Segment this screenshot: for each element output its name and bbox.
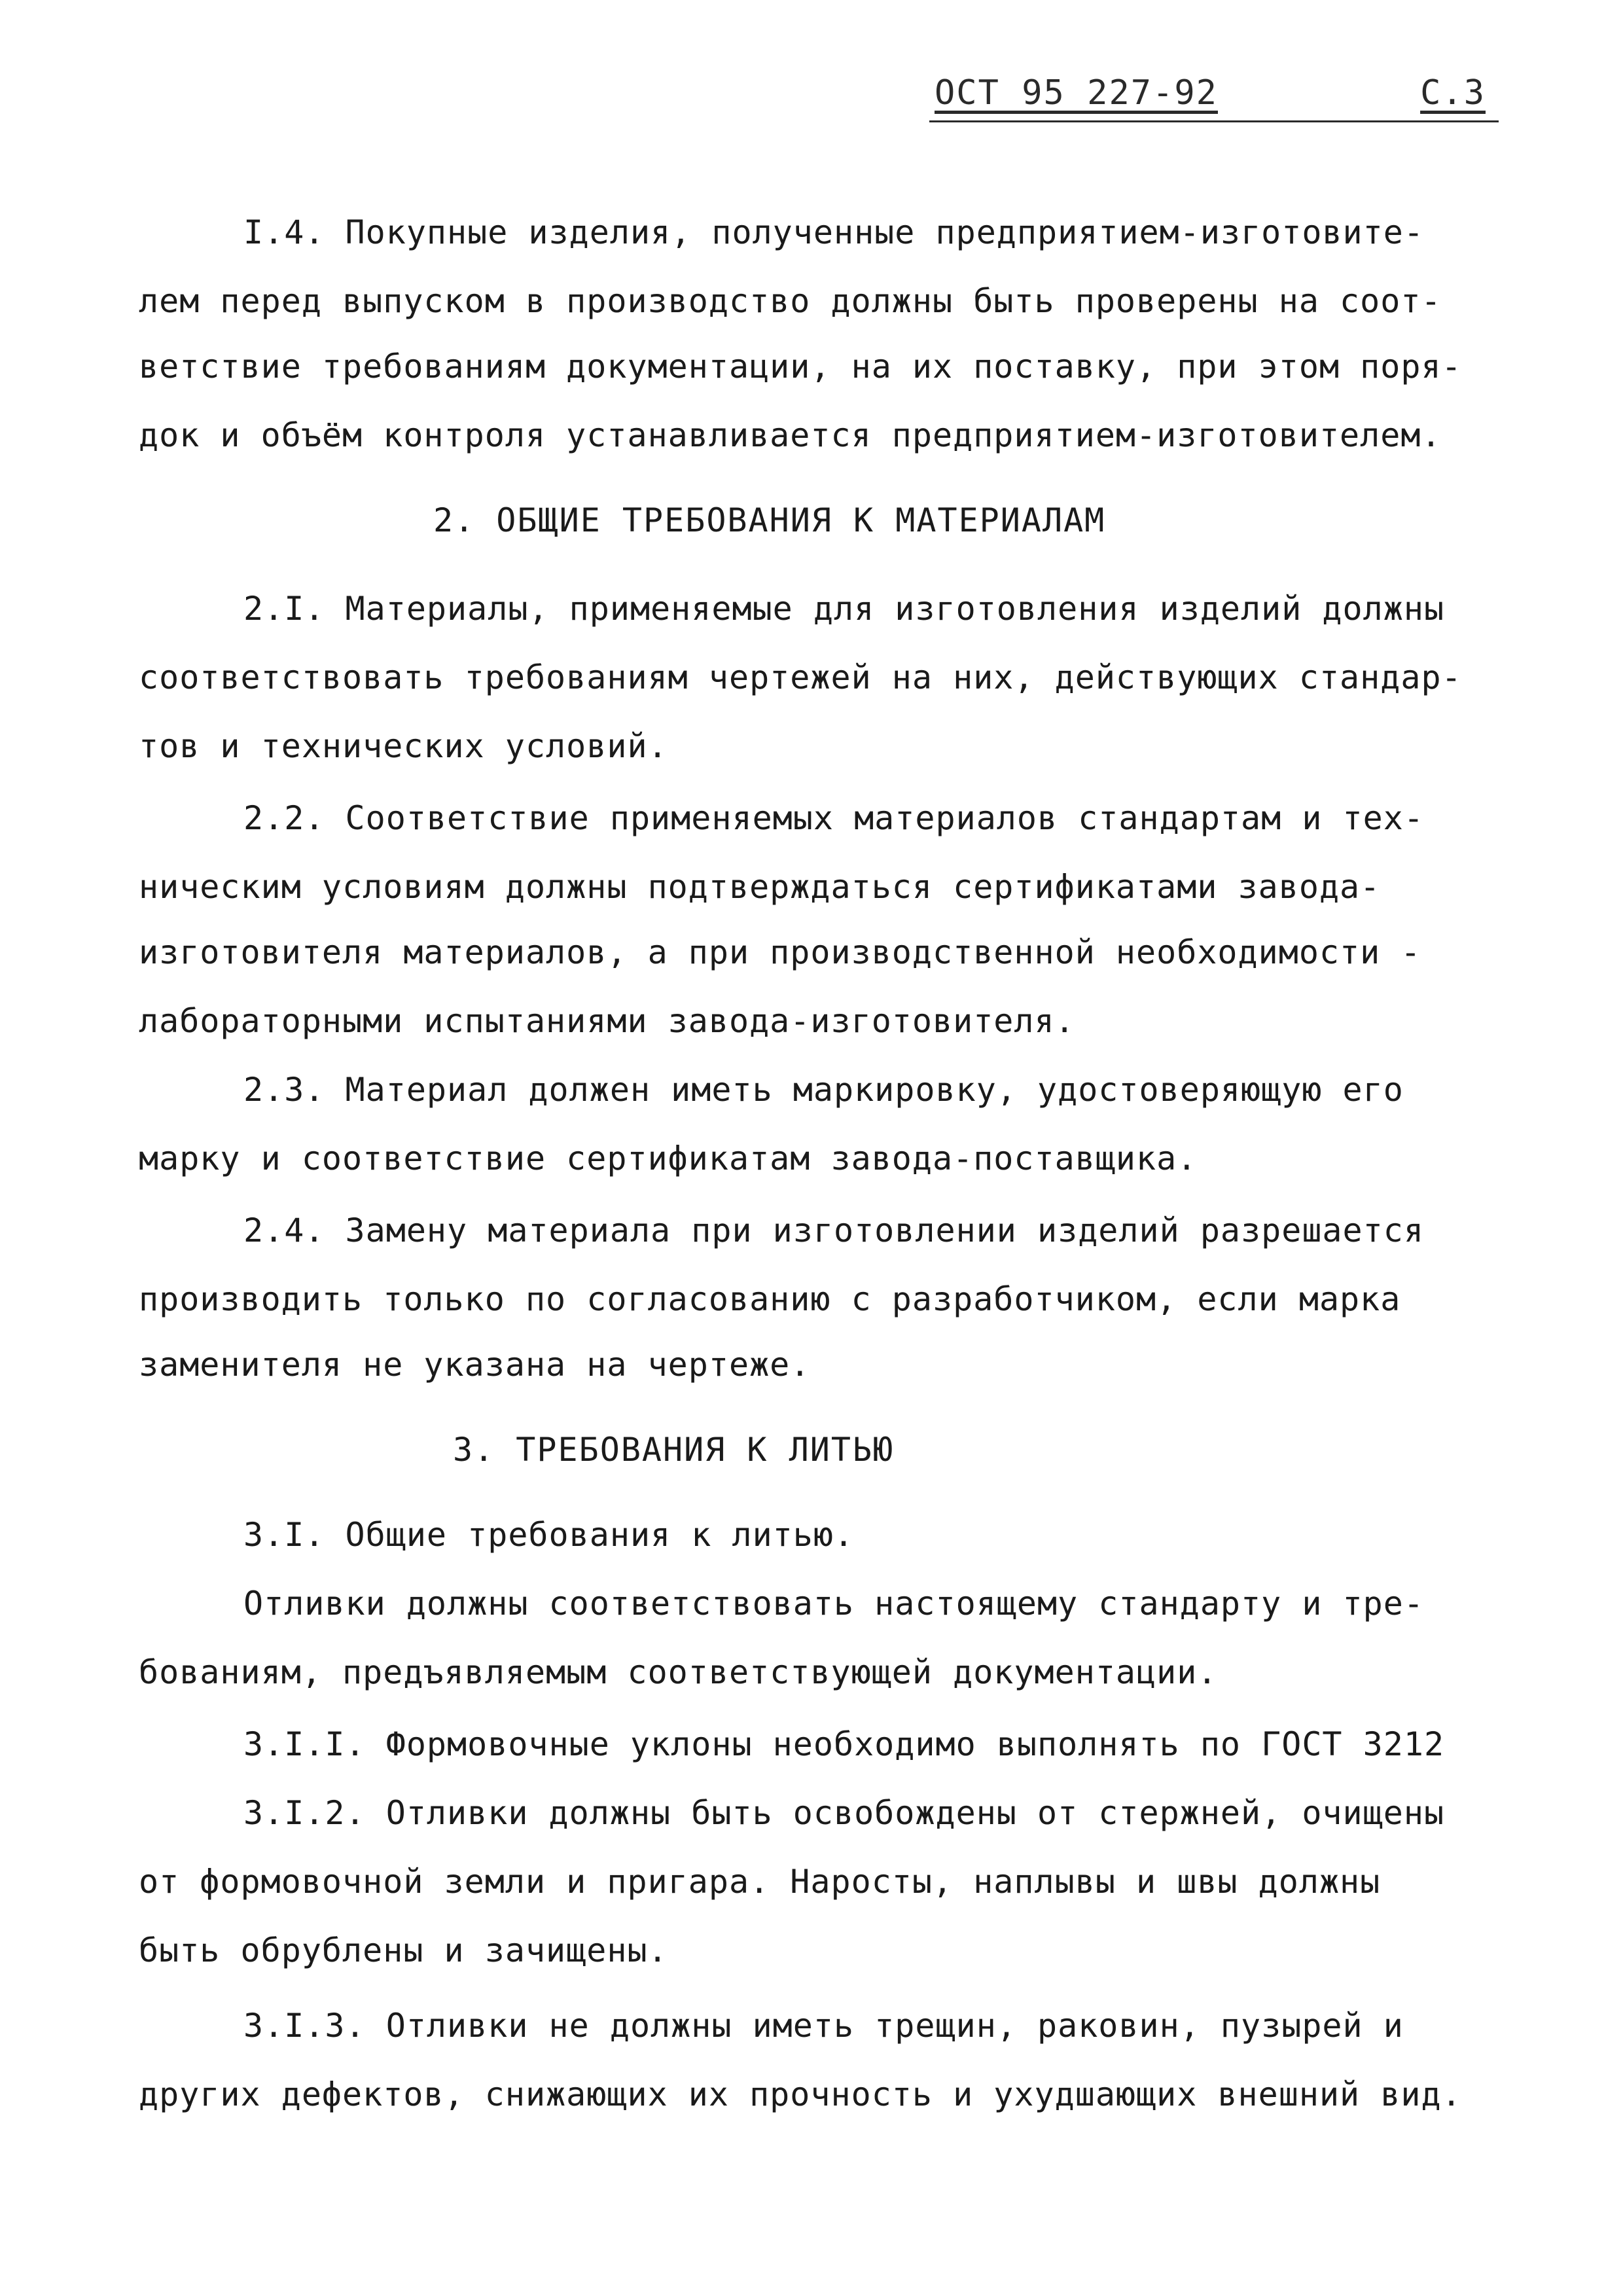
text-line: Отливки должны соответствовать настоящему стандарту и тре- bbox=[243, 1585, 1424, 1623]
text-line: I.4. Покупные изделия, полученные предприятием-изготовите- bbox=[243, 213, 1424, 251]
text-line: 2.3. Материал должен иметь маркировку, удостоверяющую его bbox=[243, 1071, 1404, 1109]
text-line: заменителя не указана на чертеже. bbox=[139, 1346, 811, 1384]
text-line: 2.2. Соответствие применяемых материалов стандартам и тех- bbox=[243, 799, 1424, 837]
text-line: других дефектов, снижающих их прочность и ухудшающих внешний вид. bbox=[139, 2075, 1462, 2113]
text-line: тов и технических условий. bbox=[139, 727, 668, 765]
text-line: бованиям, предъявляемым соответствующей документации. bbox=[139, 1653, 1218, 1691]
page-header bbox=[929, 73, 1499, 126]
text-line: лабораторными испытаниями завода-изготовителя. bbox=[139, 1002, 1075, 1040]
text-line: быть обрублены и зачищены. bbox=[139, 1931, 668, 1969]
text-line: док и объём контроля устанавливается предприятием-изготовителем. bbox=[139, 416, 1442, 454]
text-line: 3.I. Общие требования к литью. bbox=[243, 1516, 855, 1554]
text-line: ветствие требованиям документации, на их поставку, при этом поря- bbox=[139, 348, 1462, 386]
section-heading: 2. ОБЩИЕ ТРЕБОВАНИЯ К МАТЕРИАЛАМ bbox=[433, 501, 1106, 539]
text-line: 2.I. Материалы, применяемые для изготовления изделий должны bbox=[243, 590, 1445, 628]
text-line: 3.I.3. Отливки не должны иметь трещин, раковин, пузырей и bbox=[243, 2007, 1404, 2045]
document-code: ОСТ 95 227-92 bbox=[935, 73, 1218, 113]
header-rule bbox=[929, 120, 1499, 122]
text-line: 3.I.I. Формовочные уклоны необходимо выполнять по ГОСТ 3212 bbox=[243, 1725, 1445, 1763]
text-line: 3.I.2. Отливки должны быть освобождены от стержней, очищены bbox=[243, 1794, 1445, 1832]
text-line: лем перед выпуском в производство должны быть проверены на соот- bbox=[139, 282, 1442, 320]
text-line: 2.4. Замену материала при изготовлении изделий разрешается bbox=[243, 1211, 1424, 1249]
section-heading: 3. ТРЕБОВАНИЯ К ЛИТЬЮ bbox=[453, 1431, 895, 1469]
text-line: производить только по согласованию с разработчиком, если марка bbox=[139, 1280, 1401, 1318]
page-number: С.3 bbox=[1420, 73, 1486, 113]
text-line: марку и соответствие сертификатам завода-поставщика. bbox=[139, 1139, 1198, 1177]
text-line: соответствовать требованиям чертежей на них, действующих стандар- bbox=[139, 658, 1462, 696]
text-line: изготовителя материалов, а при производственной необходимости - bbox=[139, 933, 1421, 971]
text-line: ническим условиям должны подтверждаться сертификатами завода- bbox=[139, 868, 1381, 906]
text-line: от формовочной земли и пригара. Наросты, наплывы и швы должны bbox=[139, 1863, 1381, 1901]
